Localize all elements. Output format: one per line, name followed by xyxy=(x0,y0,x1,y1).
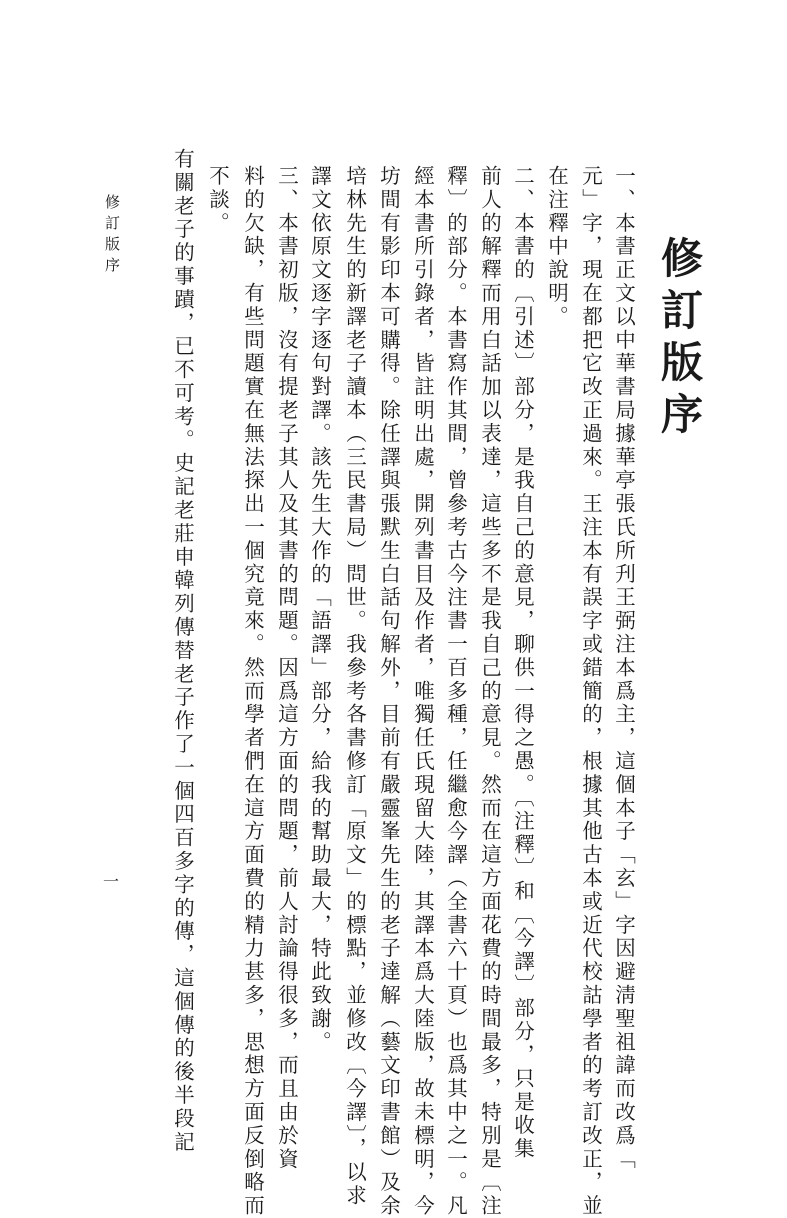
text-column-9: 培林先生的新譯老子讀本（三民書局）問世。我參考各書修訂「原文」的標點，並修改〔今譯〕，以求 xyxy=(342,165,367,1208)
page-number: 一 xyxy=(103,872,120,891)
text-column-2: 元」字，現在都把它改正過來。王注本有誤字或錯簡的，根據其他古本或近代校詁學者的考訂改正，並 xyxy=(578,165,603,1218)
text-column-10: 譯文依原文逐字逐句對譯。該先生大作的「語譯」部分，給我的幫助最大，特此致謝。 xyxy=(307,165,332,1055)
page-title: 修訂版序 xyxy=(655,236,704,444)
text-column-6: 釋〕的部分。本書寫作其間，曾參考古今注書一百多種，任繼愈今譯（全書六十頁）也爲其中之一。凡 xyxy=(443,165,468,1218)
text-column-8: 坊間有影印本可購得。除任譯與張默生白話句解外，目前有嚴靈峯先生的老子達解（藝文印書館）及余 xyxy=(376,165,401,1218)
text-column-3: 在注釋中說明。 xyxy=(544,165,569,329)
text-column-13: 不談。 xyxy=(205,165,230,236)
text-column-14: 有關老子的事蹟，已不可考。史記老莊申韓列傳替老子作了一個四百多字的傳，這個傳的後半段記 xyxy=(170,148,195,1155)
text-column-1: 一、本書正文以中華書局據華亭張氏所刋王弼注本爲主，這個本子「玄」字因避淸聖祖諱而改爲「 xyxy=(611,165,636,1172)
text-column-5: 前人的解釋而用白話加以表達，這些多不是我自己的意見。然而在這方面花費的時間最多，特別是〔注 xyxy=(477,165,502,1218)
text-column-7: 經本書所引錄者，皆註明出處，開列書目及作者，唯獨任氏現留大陸，其譯本爲大陸版，故未標明，今 xyxy=(410,165,435,1218)
text-column-4: 二、本書的〔引述〕部分，是我自己的意見，聊供一得之愚。〔注釋〕和〔今譯〕部分，只是收集 xyxy=(510,165,535,1161)
text-column-11: 三、本書初版，沒有提老子其人及其書的問題。因爲這方面的問題，前人討論得很多，而且由於資 xyxy=(274,165,299,1172)
running-head: 修訂版序 xyxy=(103,194,121,278)
text-column-12: 料的欠缺，有些問題實在無法探出一個究竟來。然而學者們在這方面費的精力甚多，思想方面反倒略而 xyxy=(240,165,265,1218)
